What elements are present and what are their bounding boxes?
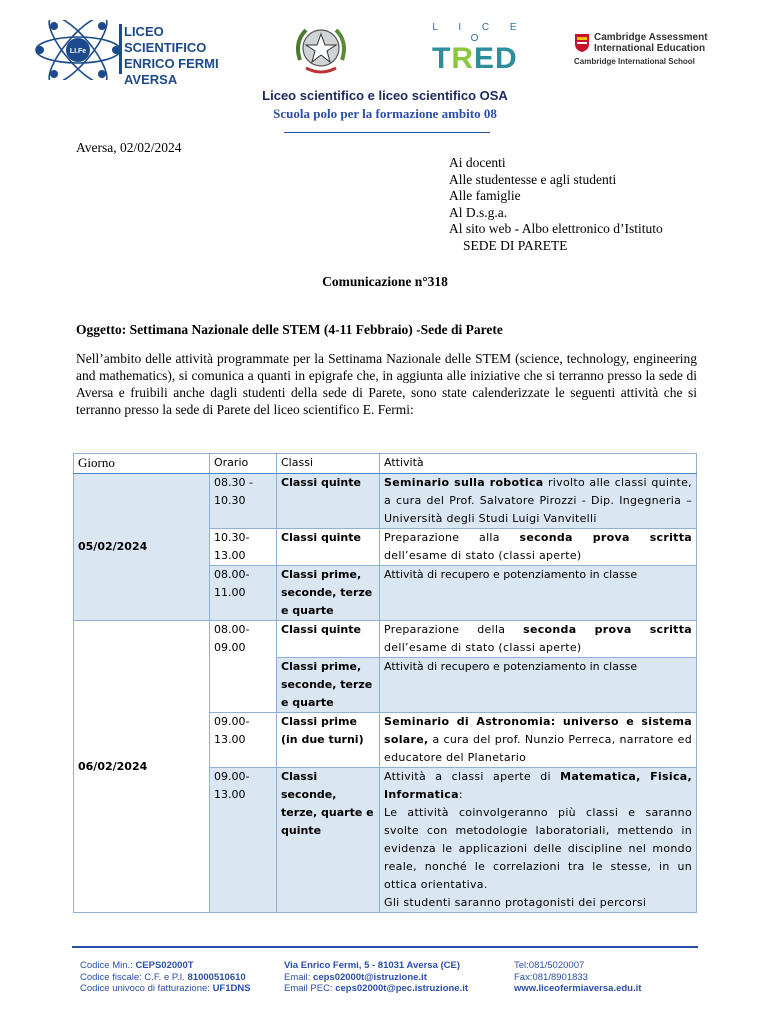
classes-cell: Classi quinte	[277, 621, 380, 658]
school-logo	[32, 20, 244, 87]
atom-text: LI.Fe	[69, 48, 87, 55]
time-cell: 09.00-13.00	[210, 768, 277, 913]
recipient: Alle studentesse e agli studenti	[449, 171, 617, 187]
table-row	[74, 621, 697, 658]
time-cell: 09.00-13.00	[210, 713, 277, 768]
classes-cell: Classi seconde, terze, quarte e quinte	[277, 768, 380, 913]
header-classi: Classi	[277, 454, 380, 474]
time-cell: 08.00-11.00	[210, 566, 277, 621]
footer-codes: Codice Min.: CEPS02000T Codice fiscale: C.F. e P.I. 81000510610 Codice univoco di fatturazione: UF1DNS	[80, 960, 251, 994]
activity-cell: Preparazione alla seconda prova scritta dell’esame di stato (classi aperte)	[380, 529, 697, 566]
subject-line: Oggetto: Settimana Nazionale delle STEM (4-11 Febbraio) -Sede di Parete	[76, 322, 503, 337]
recipient: Al D.s.g.a.	[449, 204, 508, 220]
recipient: Al sito web - Albo elettronico d’Istituto	[449, 221, 663, 236]
title-divider	[284, 132, 490, 133]
header-attivita: Attività	[380, 454, 697, 474]
classes-cell: Classi quinte	[277, 474, 380, 529]
footer-divider	[72, 946, 698, 948]
cambridge-logo	[574, 32, 724, 72]
communication-number: Comunicazione n°318	[322, 274, 448, 289]
document-date: Aversa, 02/02/2024	[76, 140, 182, 155]
body-paragraph: Nell’ambito delle attività programmate per la Settinama Nazionale delle STEM (science, technology, engineering and mathematics), si comunica a quanti in epigrafe che, in aggiunta alle iniziative che si terranno presso la sede di Aversa e fruibili anche dagli studenti della sede di Parete, sono state calenderizzate le seguenti attività che si terranno presso la sede di Parete del liceo scientifico E. Fermi:	[76, 351, 697, 417]
pec-email-link[interactable]: ceps02000t@pec.istruzione.it	[335, 983, 469, 994]
recipient: Ai docenti	[449, 155, 506, 170]
classes-cell: Classi quinte	[277, 529, 380, 566]
cambridge-line2: International Education	[594, 43, 706, 54]
cambridge-line3: Cambridge International School	[574, 57, 695, 66]
school-name	[124, 24, 244, 88]
tred-top-text: L I C E O	[432, 22, 526, 44]
classes-cell: Classi prime (in due turni)	[277, 713, 380, 768]
footer-contacts	[514, 960, 641, 995]
classes-cell: Classi prime, seconde, terze e quarte	[277, 566, 380, 621]
activity-cell: Attività di recupero e potenziamento in classe	[380, 566, 697, 621]
table-header-row	[74, 454, 697, 474]
school-name-line2: ENRICO FERMI	[124, 56, 219, 71]
document-title: Liceo scientifico e liceo scientifico OSA	[262, 88, 508, 103]
school-name-line3: AVERSA	[124, 72, 178, 87]
activity-cell: Attività a classi aperte di Matematica, Fisica, Informatica: Le attività coinvolgeranno più classi e saranno svolte con metodologie laboratoriali, mettendo in evidenza le applicazioni delle discipline nel mondo reale, nonché le correlazioni tra le stesse, in un ottica orientativa. Gli studenti saranno protagonisti dei percorsi	[380, 768, 697, 913]
recipient: SEDE DI PARETE	[463, 237, 568, 253]
activity-cell: Attività di recupero e potenziamento in classe	[380, 658, 697, 713]
tred-main-text: TRED	[432, 42, 518, 75]
atom-logo-icon	[32, 20, 124, 80]
recipients-list	[449, 155, 663, 254]
phone: Tel:081/5020007	[514, 960, 585, 971]
website-link[interactable]: www.liceofermiaversa.edu.it	[514, 983, 642, 994]
activity-cell: Seminario di Astronomia: universo e sistema solare, a cura del prof. Nunzio Perreca, narratore ed educatore del Planetario	[380, 713, 697, 768]
schedule-table	[73, 453, 697, 913]
footer-address: Via Enrico Fermi, 5 - 81031 Aversa (CE) Email: ceps02000t@istruzione.it Email PEC: ceps02000t@pec.istruzione.it	[284, 960, 469, 994]
day-cell: 05/02/2024	[74, 474, 210, 621]
header-orario: Orario	[210, 454, 277, 474]
activity-cell: Preparazione della seconda prova scritta dell’esame di stato (classi aperte)	[380, 621, 697, 658]
cambridge-shield-icon	[574, 33, 590, 53]
fax: Fax:081/8901833	[514, 971, 588, 983]
email-link[interactable]: ceps02000t@istruzione.it	[313, 971, 427, 983]
recipient: Alle famiglie	[449, 188, 521, 203]
cambridge-line1: Cambridge Assessment	[594, 32, 708, 43]
header-giorno: Giorno	[74, 454, 210, 474]
day-cell: 06/02/2024	[74, 621, 210, 913]
italian-republic-emblem-icon	[292, 20, 350, 78]
time-cell: 08.30 - 10.30	[210, 474, 277, 529]
tred-logo	[432, 22, 526, 75]
table-row	[74, 474, 697, 529]
time-cell: 10.30-13.00	[210, 529, 277, 566]
classes-cell: Classi prime, seconde, terze e quarte	[277, 658, 380, 713]
document-subtitle: Scuola polo per la formazione ambito 08	[273, 106, 497, 121]
activity-cell: Seminario sulla robotica rivolto alle classi quinte, a cura del Prof. Salvatore Pirozzi - Dip. Ingegneria – Università degli Studi Luigi Vanvitelli	[380, 474, 697, 529]
school-name-line1: LICEO SCIENTIFICO	[124, 24, 207, 55]
time-cell: 08.00-09.00	[210, 621, 277, 713]
